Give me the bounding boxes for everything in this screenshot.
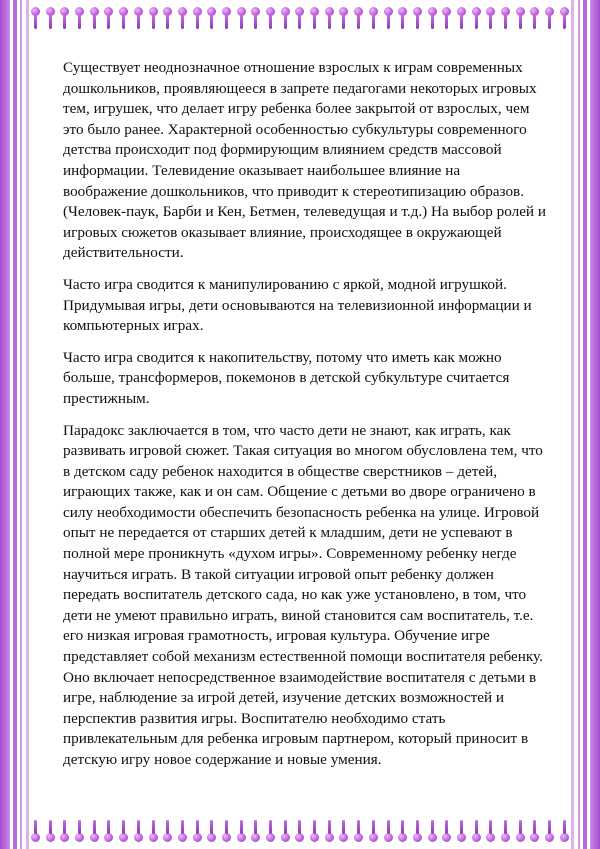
bead-ornament-icon (74, 815, 85, 845)
bead-ornament-icon (368, 815, 379, 845)
bead-ornament-icon (236, 4, 247, 34)
bead-ornament-icon (441, 4, 452, 34)
right-border-stripe (590, 0, 600, 849)
bead-ornament-icon (485, 4, 496, 34)
bead-ornament-icon (397, 815, 408, 845)
bead-ornament-icon (177, 4, 188, 34)
bead-ornament-icon (103, 4, 114, 34)
bead-ornament-icon (133, 4, 144, 34)
bead-ornament-icon (206, 4, 217, 34)
bead-ornament-icon (294, 4, 305, 34)
bead-ornament-icon (221, 815, 232, 845)
bead-ornament-icon (353, 4, 364, 34)
bead-ornament-icon (30, 4, 41, 34)
bead-ornament-icon (45, 4, 56, 34)
bead-ornament-icon (294, 815, 305, 845)
paragraph: Парадокс заключается в том, что часто дети не знают, как играть, как развивать игровой сюжет. Такая ситуация во многом обусловлена тем, что в детском саду ребенок находится в обществе сверстников – детей, играющих также, как и он сам. Общение с детьми во дворе ограничено в силу необходимости обеспечить безопасность ребенка на улице. Игровой опыт не передается от старших детей к младшим, дети не успевают в полной мере проникнуть «духом игры». Современному ребенку негде научиться играть. В такой ситуации игровой опыт ребенку должен передать воспитатель детского сада, но как уже установлено, в том, что дети не умеют правильно играть, виной становится сам воспитатель, т.е. его низкая игровая грамотность, игровая культура. Обучение игре представляет собой механизм естественной помощи воспитателя ребенку. Оно включает непосредственное взаимодействие воспитателя с детьми в игре, наблюдение за игрой детей, изучение детских возможностей и перспектив развития игры. Воспитателю необходимо стать привлекательным для ребенка игровым партнером, который приносит в детскую игру новое содержание и новые умения. (63, 421, 543, 768)
bead-ornament-icon (412, 815, 423, 845)
bead-ornament-icon (89, 815, 100, 845)
bead-ornament-icon (265, 4, 276, 34)
bead-ornament-icon (250, 4, 261, 34)
bead-ornament-icon (118, 4, 129, 34)
bead-ornament-icon (59, 815, 70, 845)
bead-ornament-icon (485, 815, 496, 845)
bead-ornament-icon (441, 815, 452, 845)
bead-ornament-icon (353, 815, 364, 845)
left-border-stripe (13, 0, 17, 849)
bead-ornament-icon (148, 4, 159, 34)
bead-ornament-icon (133, 815, 144, 845)
bead-ornament-icon (192, 4, 203, 34)
paragraph: Часто игра сводится к манипулированию с яркой, модной игрушкой. Придумывая игры, дети основываются на телевизионной информации и компьютерных играх. (63, 275, 532, 335)
bead-ornament-icon (456, 4, 467, 34)
bead-ornament-icon (324, 4, 335, 34)
bead-ornament-icon (30, 815, 41, 845)
bead-ornament-icon (500, 4, 511, 34)
bead-ornament-icon (515, 815, 526, 845)
bead-ornament-icon (309, 4, 320, 34)
bead-ornament-icon (427, 4, 438, 34)
bead-ornament-icon (559, 4, 570, 34)
bead-ornament-icon (338, 815, 349, 845)
bead-ornament-icon (529, 815, 540, 845)
right-border-stripe (578, 0, 580, 849)
bead-ornament-icon (45, 815, 56, 845)
bead-ornament-icon (368, 4, 379, 34)
left-border-stripe (26, 0, 29, 849)
bead-ornament-icon (221, 4, 232, 34)
bead-ornament-icon (206, 815, 217, 845)
bead-ornament-icon (338, 4, 349, 34)
bead-ornament-icon (280, 4, 291, 34)
bead-ornament-icon (162, 815, 173, 845)
bead-ornament-icon (471, 4, 482, 34)
right-border-stripe (583, 0, 587, 849)
paragraph: Часто игра сводится к накопительству, потому что иметь как можно больше, трансформеров, покемонов в детской субкультуре считается престижным. (63, 348, 510, 407)
bead-ornament-icon (427, 815, 438, 845)
bead-ornament-icon (383, 4, 394, 34)
bead-ornament-icon (559, 815, 570, 845)
top-bead-border (30, 2, 570, 36)
bead-ornament-icon (148, 815, 159, 845)
bead-ornament-icon (162, 4, 173, 34)
bead-ornament-icon (324, 815, 335, 845)
bead-ornament-icon (544, 4, 555, 34)
right-border-stripe (571, 0, 574, 849)
left-border-stripe (0, 0, 10, 849)
paragraph: Существует неоднозначное отношение взрослых к играм современных дошкольников, проявляющееся в запрете педагогами некоторых игровых тем, игрушек, что делает игру ребенка более закрытой от взрослых, чем это было ранее. Характерной особенностью субкультуры современного детства происходит под формирующим влиянием средств массовой информации. Телевидение оказывает наибольшее влияние на воображение дошкольников, что приводит к стереотипизацию образов. (Человек-паук, Барби и Кен, Бетмен, телеведущая и т.д.) На выбор ролей и игровых сюжетов оказывает влияние, происходящее в окружающей действительности. (63, 59, 546, 262)
bead-ornament-icon (529, 4, 540, 34)
bead-ornament-icon (544, 815, 555, 845)
bead-ornament-icon (250, 815, 261, 845)
bead-ornament-icon (236, 815, 247, 845)
bottom-bead-border (30, 813, 570, 847)
bead-ornament-icon (280, 815, 291, 845)
bead-ornament-icon (456, 815, 467, 845)
bead-ornament-icon (177, 815, 188, 845)
bead-ornament-icon (397, 4, 408, 34)
bead-ornament-icon (412, 4, 423, 34)
bead-ornament-icon (59, 4, 70, 34)
bead-ornament-icon (515, 4, 526, 34)
bead-ornament-icon (192, 815, 203, 845)
bead-ornament-icon (265, 815, 276, 845)
document-body (63, 58, 548, 782)
bead-ornament-icon (471, 815, 482, 845)
bead-ornament-icon (118, 815, 129, 845)
bead-ornament-icon (500, 815, 511, 845)
left-border-stripe (20, 0, 22, 849)
bead-ornament-icon (383, 815, 394, 845)
bead-ornament-icon (89, 4, 100, 34)
bead-ornament-icon (74, 4, 85, 34)
bead-ornament-icon (103, 815, 114, 845)
bead-ornament-icon (309, 815, 320, 845)
